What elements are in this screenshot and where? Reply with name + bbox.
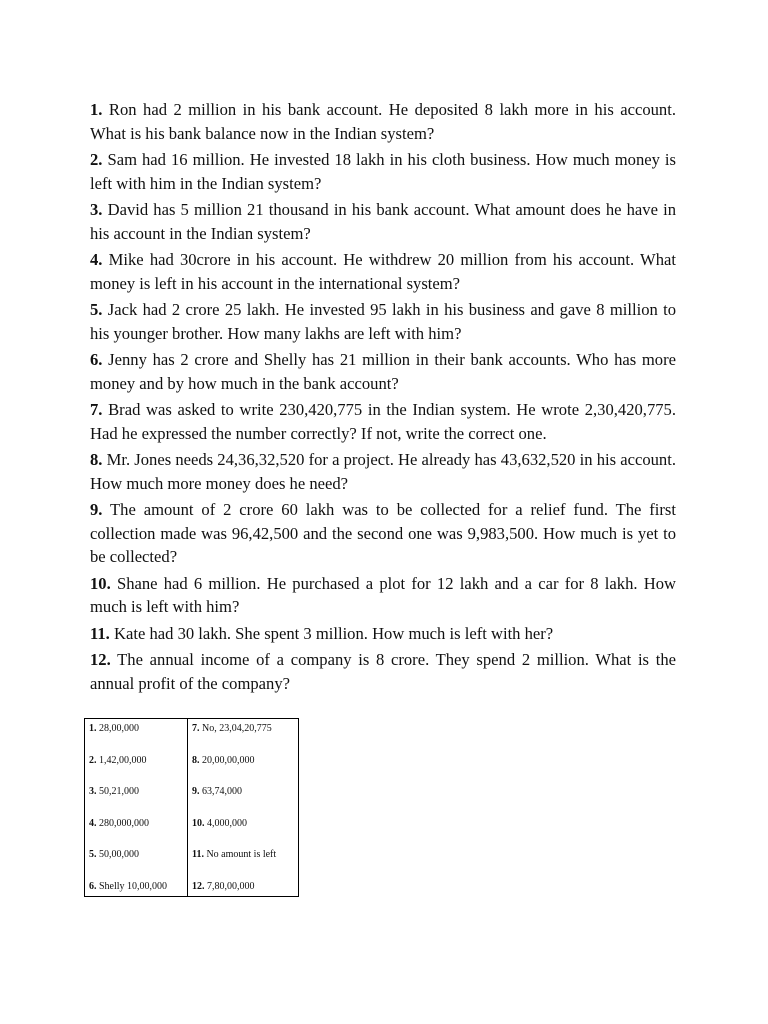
- question-number: 3.: [90, 200, 103, 219]
- question-number: 1.: [90, 100, 103, 119]
- table-row: [85, 751, 299, 783]
- question-text: The annual income of a company is 8 crore. They spend 2 million. What is the annual profit of the company?: [90, 650, 676, 693]
- answer-text: Shelly 10,00,000: [99, 880, 168, 892]
- answer-text: 7,80,00,000: [207, 880, 255, 892]
- question-text: Jenny has 2 crore and Shelly has 21 million in their bank accounts. Who has more money and by how much in the bank account?: [90, 350, 676, 393]
- answer-number: 11.: [192, 849, 204, 860]
- question-3: [90, 198, 676, 245]
- question-5: [90, 298, 676, 345]
- question-10: [90, 572, 676, 619]
- answer-number: 12.: [192, 880, 205, 892]
- question-4: [90, 248, 676, 295]
- answer-number: 3.: [89, 786, 97, 797]
- question-number: 6.: [90, 350, 103, 369]
- question-text: Jack had 2 crore 25 lakh. He invested 95 lakh in his business and gave 8 million to his younger brother. How many lakhs are left with him?: [90, 300, 677, 343]
- question-text: The amount of 2 crore 60 lakh was to be collected for a relief fund. The first collection made was 96,42,500 and the second one was 9,983,500. How much is yet to be collected?: [90, 500, 676, 566]
- answer-cell: [188, 719, 299, 751]
- question-2: [90, 148, 676, 195]
- question-number: 2.: [90, 150, 103, 169]
- answer-text: 28,00,000: [99, 723, 139, 734]
- answer-cell: [85, 814, 188, 846]
- question-text: Ron had 2 million in his bank account. He deposited 8 lakh more in his account. What is his bank balance now in the Indian system?: [90, 100, 676, 143]
- answer-number: 4.: [89, 817, 97, 829]
- answer-cell: [188, 845, 299, 877]
- question-number: 10.: [90, 573, 111, 593]
- question-11: [90, 622, 676, 646]
- answer-text: 63,74,000: [202, 786, 242, 797]
- table-row: [85, 877, 299, 897]
- answer-text: 4,000,000: [207, 817, 247, 829]
- answer-number: 1.: [89, 723, 97, 734]
- question-text: Mr. Jones needs 24,36,32,520 for a project. He already has 43,632,520 in his account. How much more money does he need?: [90, 450, 676, 493]
- answer-text: 50,21,000: [99, 786, 139, 797]
- answer-text: No, 23,04,20,775: [202, 723, 272, 734]
- answer-cell: [188, 782, 299, 814]
- question-9: [90, 498, 676, 569]
- table-row: [85, 845, 299, 877]
- table-row: [85, 814, 299, 846]
- answer-cell: [188, 751, 299, 783]
- answer-cell: [85, 845, 188, 877]
- answer-number: 5.: [89, 849, 97, 860]
- question-7: [90, 398, 676, 445]
- answer-cell: [85, 877, 188, 897]
- answer-text: 20,00,00,000: [202, 754, 255, 766]
- question-number: 12.: [90, 650, 111, 669]
- answer-text: 280,000,000: [99, 817, 149, 829]
- question-8: [90, 448, 676, 495]
- answer-cell: [85, 719, 188, 751]
- question-number: 9.: [90, 500, 103, 519]
- table-row: [85, 719, 299, 751]
- question-number: 7.: [90, 400, 103, 419]
- question-number: 5.: [90, 300, 103, 319]
- question-number: 11.: [90, 623, 110, 643]
- answer-cell: [85, 751, 188, 783]
- question-text: Sam had 16 million. He invested 18 lakh in his cloth business. How much money is left with him in the Indian system?: [90, 150, 676, 193]
- answer-number: 10.: [192, 817, 205, 829]
- question-text: Shane had 6 million. He purchased a plot for 12 lakh and a car for 8 lakh. How much is left with him?: [90, 573, 676, 616]
- answer-number: 6.: [89, 880, 97, 892]
- question-text: David has 5 million 21 thousand in his bank account. What amount does he have in his account in the Indian system?: [90, 200, 676, 243]
- question-text: Kate had 30 lakh. She spent 3 million. How much is left with her?: [113, 623, 554, 643]
- answer-key-table: [84, 718, 299, 897]
- answer-cell: [188, 814, 299, 846]
- worksheet-questions: [90, 98, 676, 698]
- question-1: [90, 98, 676, 145]
- question-6: [90, 348, 676, 395]
- question-number: 4.: [90, 250, 103, 269]
- answer-text: 1,42,00,000: [99, 754, 147, 766]
- answer-number: 9.: [192, 786, 200, 797]
- answer-number: 7.: [192, 723, 200, 734]
- answer-number: 2.: [89, 754, 97, 766]
- question-12: [90, 648, 676, 695]
- question-number: 8.: [90, 450, 103, 469]
- answer-text: No amount is left: [206, 849, 277, 860]
- table-row: [85, 782, 299, 814]
- answer-number: 8.: [192, 754, 200, 766]
- answer-cell: [85, 782, 188, 814]
- question-text: Mike had 30crore in his account. He withdrew 20 million from his account. What money is left in his account in the international system?: [90, 250, 676, 293]
- answer-text: 50,00,000: [99, 849, 139, 860]
- answer-cell: [188, 877, 299, 897]
- question-text: Brad was asked to write 230,420,775 in the Indian system. He wrote 2,30,420,775. Had he expressed the number correctly? If not, write the correct one.: [90, 400, 676, 443]
